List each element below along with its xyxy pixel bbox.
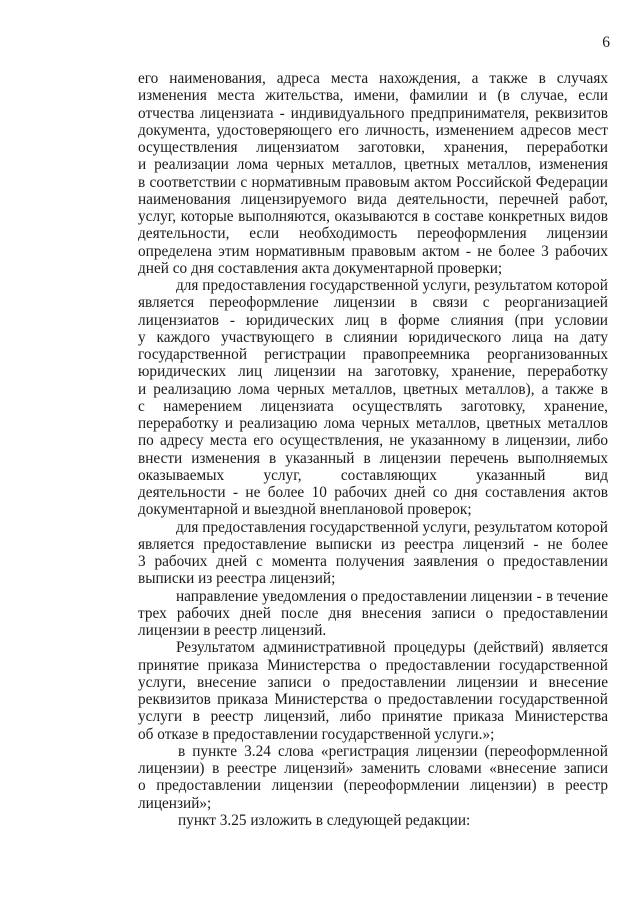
text-line: дней со дня составления акта документарной проверки; xyxy=(138,259,503,277)
paragraph-procedure-result xyxy=(138,639,608,743)
text-line: направление уведомления о предоставлении лицензии - в течение xyxy=(176,587,608,605)
text-line: принятие приказа Министерства о предоставлении государственной xyxy=(138,656,608,674)
page-number: 6 xyxy=(602,34,610,51)
paragraph-clause-3-25 xyxy=(138,812,608,829)
text-line: для предоставления государственной услуги, результатом которой xyxy=(176,518,608,536)
text-line: лицензиатов - юридических лиц в форме слияния (при условии xyxy=(138,311,608,329)
text-line: трех рабочих дней после дня внесения записи о предоставлении xyxy=(138,604,608,622)
text-line: в соответствии с нормативным правовым актом Российской Федерации xyxy=(138,173,608,191)
paragraph-notification xyxy=(138,588,608,640)
text-line: с намерением лицензиата осуществлять заготовку, хранение, xyxy=(138,397,608,415)
text-line: документа, удостоверяющего его личность, изменением адресов мест xyxy=(138,121,608,139)
text-line: является переоформление лицензии в связи с реорганизацией xyxy=(138,294,608,312)
text-line: в пункте 3.24 слова «регистрация лицензии (переоформленной xyxy=(178,742,608,760)
text-line: деятельности, если необходимость переоформления лицензии xyxy=(138,225,608,243)
text-line: изменения места жительства, имени, фамилии и (в случае, если xyxy=(138,87,608,105)
text-line: и реализации лома черных металлов, цветных металлов, изменения xyxy=(138,156,608,174)
text-line: определена этим нормативным правовым актом - не более 3 рабочих xyxy=(138,242,608,260)
text-line: для предоставления государственной услуги, результатом которой xyxy=(176,277,608,294)
paragraph-clause-3-24 xyxy=(138,743,608,812)
text-line: документарной и выездной внеплановой проверок; xyxy=(138,501,472,519)
text-line: у каждого участвующего в слиянии юридического лица на дату xyxy=(138,328,608,346)
text-line: реквизитов приказа Министерства о предоставлении государственной xyxy=(138,691,608,708)
text-line: по адресу места его осуществления, не указанному в лицензии, либо xyxy=(138,432,608,450)
text-line: о предоставлении лицензии (переоформлении лицензии) в реестр xyxy=(138,777,608,795)
text-line: лицензии) в реестре лицензий» заменить словами «внесение записи xyxy=(138,760,608,777)
text-line: наименования лицензируемого вида деятельности, перечней работ, xyxy=(138,190,608,208)
text-line: 3 рабочих дней с момента получения заявления о предоставлении xyxy=(138,553,608,570)
text-line: государственной регистрации правопреемника реорганизованных xyxy=(138,346,608,363)
text-line: отчества лицензиата - индивидуального предпринимателя, реквизитов xyxy=(138,104,608,122)
paragraph-licensee-change-continuation xyxy=(138,70,608,277)
text-line: лицензии в реестр лицензий. xyxy=(138,622,327,639)
text-line: юридических лиц лицензии на заготовку, хранение, переработку xyxy=(138,363,608,381)
paragraph-registry-extract xyxy=(138,519,608,588)
text-line: и реализацию лома черных металлов, цветных металлов), а также в xyxy=(138,380,608,398)
text-line: услуг, которые выполняются, оказываются в составе конкретных видов xyxy=(138,208,608,225)
text-line: является предоставление выписки из реестра лицензий - не более xyxy=(138,535,608,553)
text-line: об отказе в предоставлении государственной услуги.»; xyxy=(138,725,495,743)
text-line: осуществления лицензиатом заготовки, хранения, переработки xyxy=(138,139,608,156)
text-line: деятельности - не более 10 рабочих дней со дня составления актов xyxy=(138,484,608,501)
text-line: лицензий»; xyxy=(138,794,212,812)
text-line: внести изменения в указанный в лицензии перечень выполняемых xyxy=(138,449,608,467)
text-line: переработку и реализацию лома черных металлов, цветных металлов xyxy=(138,415,608,432)
text-line: услуги в реестр лицензий, либо принятие приказа Министерства xyxy=(138,708,608,726)
text-line: Результатом административной процедуры (действий) является xyxy=(176,639,608,657)
text-line: оказываемых услуг, составляющих указанный вид xyxy=(138,466,608,484)
text-line: выписки из реестра лицензий; xyxy=(138,570,336,588)
text-line: пункт 3.25 изложить в следующей редакции: xyxy=(178,811,471,829)
document-body xyxy=(138,70,608,829)
paragraph-reorganization-merger xyxy=(138,277,608,519)
text-line: его наименования, адреса места нахождения, а также в случаях xyxy=(138,70,608,87)
text-line: услуги, внесение записи о предоставлении лицензии и внесение xyxy=(138,673,608,691)
